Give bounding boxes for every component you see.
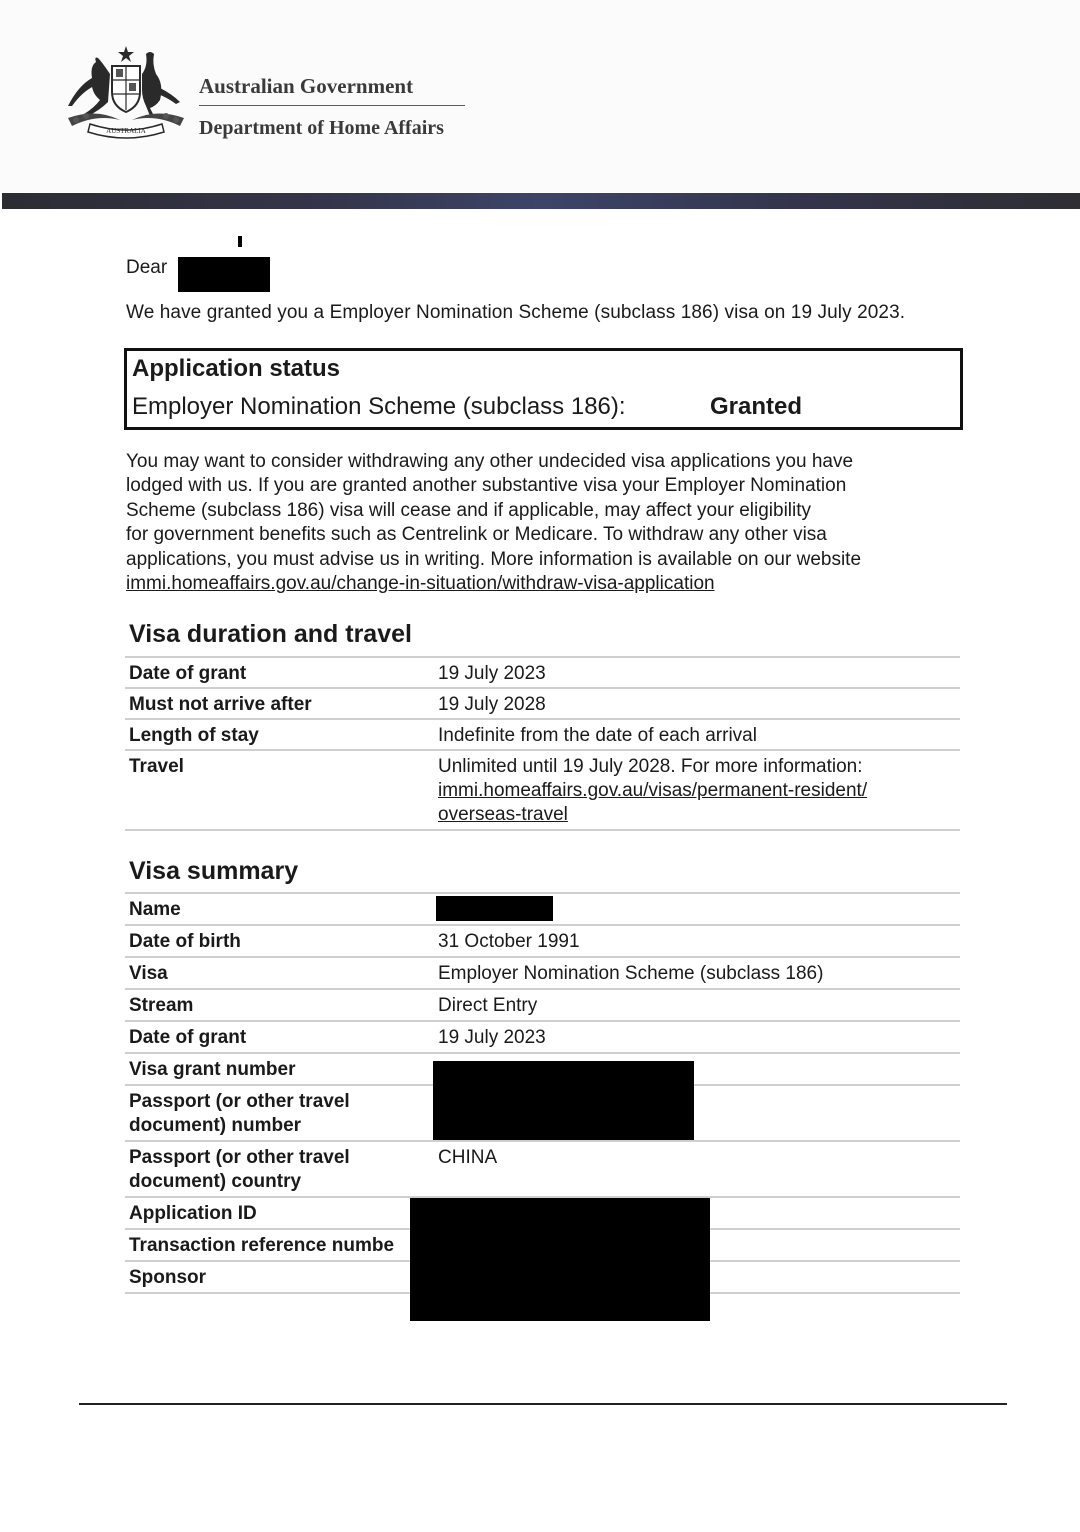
row-label: Date of birth <box>129 931 241 952</box>
row-value: 19 July 2023 <box>438 663 546 684</box>
withdrawal-notice <box>126 450 926 596</box>
crest-scroll-text: AUSTRALIA <box>106 127 146 135</box>
grant-statement: We have granted you a Employer Nomination Scheme (subclass 186) visa on 19 July 2023. <box>126 302 906 323</box>
table-row <box>125 1142 960 1198</box>
travel-link[interactable]: immi.homeaffairs.gov.au/visas/permanent-resident/ <box>438 780 868 801</box>
table-row <box>125 720 960 751</box>
row-label: Visa <box>129 963 168 984</box>
table-row <box>125 689 960 720</box>
redacted-name-value <box>436 896 553 921</box>
status-value: Granted <box>710 393 803 420</box>
department-name: Department of Home Affairs <box>199 117 444 139</box>
duration-section-title: Visa duration and travel <box>129 620 412 648</box>
table-row <box>125 658 960 689</box>
row-value: 31 October 1991 <box>438 931 580 952</box>
status-title: Application status <box>132 355 341 382</box>
redacted-grant-and-passport-number <box>433 1061 694 1140</box>
salutation: Dear <box>126 257 168 278</box>
row-value: 19 July 2028 <box>438 694 546 715</box>
notice-line: for government benefits such as Centrelink or Medicare. To withdraw any other visa <box>126 524 827 546</box>
redacted-name <box>178 257 270 292</box>
row-label-line: Passport (or other travel <box>129 1091 350 1112</box>
status-visa-label: Employer Nomination Scheme (subclass 186): <box>132 393 626 420</box>
row-label <box>129 1146 350 1194</box>
coat-of-arms-icon <box>60 44 192 144</box>
table-row <box>125 958 960 990</box>
row-value: Employer Nomination Scheme (subclass 186) <box>438 963 824 984</box>
notice-line: You may want to consider withdrawing any other undecided visa applications you have <box>126 451 854 472</box>
redacted-application-details <box>410 1198 710 1321</box>
row-label: Name <box>129 899 181 920</box>
row-label-line: document) country <box>129 1171 302 1192</box>
table-row <box>125 751 960 831</box>
row-label: Length of stay <box>129 725 259 746</box>
application-status-box <box>124 348 963 430</box>
government-name: Australian Government <box>199 74 465 106</box>
table-row <box>125 990 960 1022</box>
withdraw-application-link[interactable]: immi.homeaffairs.gov.au/change-in-situation/withdraw-visa-application <box>126 573 715 595</box>
notice-line: applications, you must advise us in writing. More information is available on our website <box>126 548 862 570</box>
row-label: Visa grant number <box>129 1059 296 1080</box>
header-band <box>2 193 1080 209</box>
row-label-line: document) number <box>129 1115 302 1136</box>
row-label: Travel <box>129 756 184 777</box>
row-label: Date of grant <box>129 1027 247 1048</box>
row-label: Must not arrive after <box>129 694 312 715</box>
letterhead <box>0 0 1080 192</box>
row-label: Date of grant <box>129 663 247 684</box>
duration-table <box>125 656 960 831</box>
row-label: Application ID <box>129 1203 257 1224</box>
row-value: CHINA <box>438 1147 498 1168</box>
row-label: Sponsor <box>129 1267 207 1288</box>
table-row <box>125 1022 960 1054</box>
row-label: Transaction reference numbe <box>129 1235 395 1256</box>
row-value: 19 July 2023 <box>438 1027 546 1048</box>
row-label <box>129 1090 350 1138</box>
travel-text: Unlimited until 19 July 2028. For more information: <box>438 756 863 777</box>
row-value: Direct Entry <box>438 995 538 1016</box>
redaction-mark <box>238 236 242 247</box>
row-label: Stream <box>129 995 194 1016</box>
notice-line: lodged with us. If you are granted another substantive visa your Employer Nomination <box>126 475 847 497</box>
summary-section-title: Visa summary <box>129 857 299 885</box>
footer-divider <box>79 1403 1007 1405</box>
notice-line: Scheme (subclass 186) visa will cease and if applicable, may affect your eligibility <box>126 499 812 521</box>
travel-link-continued[interactable]: overseas-travel <box>438 804 568 825</box>
row-value: Indefinite from the date of each arrival <box>438 725 757 746</box>
table-row <box>125 926 960 958</box>
row-label-line: Passport (or other travel <box>129 1147 350 1168</box>
row-value <box>438 755 867 827</box>
